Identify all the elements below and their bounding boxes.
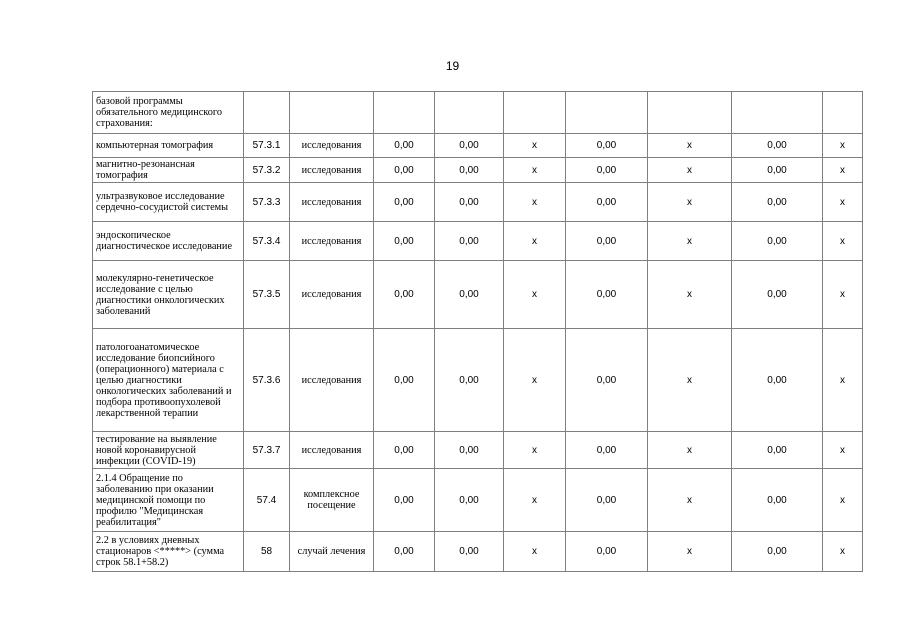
value-cell: 0,00: [374, 183, 435, 222]
value-cell: [648, 92, 732, 134]
row-name-cell: эндоскопическое диагностическое исследование: [93, 222, 244, 261]
value-cell: x: [648, 532, 732, 572]
value-cell: 0,00: [435, 432, 504, 469]
value-cell: x: [504, 183, 566, 222]
value-cell: x: [823, 432, 863, 469]
row-name-cell: магнитно-резонансная томография: [93, 158, 244, 183]
row-unit-cell: исследования: [290, 329, 374, 432]
value-cell: 0,00: [732, 134, 823, 158]
value-cell: 0,00: [732, 329, 823, 432]
value-cell: 0,00: [566, 183, 648, 222]
value-cell: x: [823, 134, 863, 158]
row-unit-cell: исследования: [290, 183, 374, 222]
value-cell: x: [648, 222, 732, 261]
table-row: [93, 532, 863, 572]
document-table: [92, 91, 863, 572]
row-name-cell: 2.2 в условиях дневных стационаров <*****> (сумма строк 58.1+58.2): [93, 532, 244, 572]
value-cell: 0,00: [374, 532, 435, 572]
row-name-cell: базовой программы обязательного медицинского страхования:: [93, 92, 244, 134]
value-cell: 0,00: [435, 329, 504, 432]
value-cell: 0,00: [566, 134, 648, 158]
row-name-cell: 2.1.4 Обращение по заболеванию при оказании медицинской помощи по профилю "Медицинская реабилитация": [93, 469, 244, 532]
table-row: [93, 158, 863, 183]
value-cell: x: [648, 158, 732, 183]
value-cell: [566, 92, 648, 134]
value-cell: 0,00: [732, 158, 823, 183]
value-cell: 0,00: [374, 222, 435, 261]
value-cell: 0,00: [374, 158, 435, 183]
value-cell: x: [504, 329, 566, 432]
value-cell: x: [504, 134, 566, 158]
value-cell: 0,00: [566, 329, 648, 432]
value-cell: 0,00: [435, 222, 504, 261]
row-unit-cell: исследования: [290, 261, 374, 329]
row-code-cell: 57.3.6: [244, 329, 290, 432]
value-cell: x: [648, 261, 732, 329]
value-cell: x: [504, 158, 566, 183]
value-cell: x: [648, 183, 732, 222]
value-cell: 0,00: [435, 158, 504, 183]
row-code-cell: 57.3.2: [244, 158, 290, 183]
value-cell: [504, 92, 566, 134]
row-unit-cell: комплексное посещение: [290, 469, 374, 532]
value-cell: 0,00: [732, 261, 823, 329]
value-cell: 0,00: [732, 222, 823, 261]
value-cell: x: [504, 222, 566, 261]
value-cell: 0,00: [566, 432, 648, 469]
value-cell: 0,00: [566, 532, 648, 572]
page-number: 19: [445, 59, 460, 73]
table-body: [93, 92, 863, 572]
value-cell: 0,00: [566, 158, 648, 183]
row-unit-cell: [290, 92, 374, 134]
value-cell: 0,00: [435, 469, 504, 532]
row-code-cell: 57.3.7: [244, 432, 290, 469]
value-cell: 0,00: [732, 432, 823, 469]
value-cell: x: [823, 532, 863, 572]
value-cell: x: [823, 222, 863, 261]
row-code-cell: 57.3.3: [244, 183, 290, 222]
table-row: [93, 469, 863, 532]
value-cell: x: [823, 158, 863, 183]
row-unit-cell: случай лечения: [290, 532, 374, 572]
value-cell: 0,00: [374, 469, 435, 532]
row-code-cell: 57.3.1: [244, 134, 290, 158]
table-row: [93, 183, 863, 222]
value-cell: 0,00: [374, 329, 435, 432]
value-cell: [823, 92, 863, 134]
row-name-cell: тестирование на выявление новой коронавирусной инфекции (COVID-19): [93, 432, 244, 469]
row-unit-cell: исследования: [290, 432, 374, 469]
table-row: [93, 432, 863, 469]
table-row: [93, 92, 863, 134]
value-cell: x: [823, 261, 863, 329]
value-cell: x: [823, 329, 863, 432]
value-cell: [435, 92, 504, 134]
value-cell: 0,00: [435, 134, 504, 158]
row-code-cell: 57.4: [244, 469, 290, 532]
value-cell: x: [648, 469, 732, 532]
value-cell: x: [648, 329, 732, 432]
row-code-cell: 57.3.4: [244, 222, 290, 261]
value-cell: 0,00: [566, 469, 648, 532]
value-cell: x: [823, 183, 863, 222]
value-cell: 0,00: [435, 261, 504, 329]
row-name-cell: патологоанатомическое исследование биопсийного (операционного) материала с целью диагностики онкологических заболеваний и подбора противоопухолевой лекарственной терапии: [93, 329, 244, 432]
value-cell: 0,00: [732, 469, 823, 532]
value-cell: x: [823, 469, 863, 532]
value-cell: 0,00: [732, 183, 823, 222]
table-row: [93, 134, 863, 158]
row-name-cell: компьютерная томография: [93, 134, 244, 158]
table-row: [93, 329, 863, 432]
value-cell: 0,00: [374, 134, 435, 158]
row-unit-cell: исследования: [290, 134, 374, 158]
row-name-cell: ультразвуковое исследование сердечно-сосудистой системы: [93, 183, 244, 222]
value-cell: 0,00: [732, 532, 823, 572]
row-code-cell: [244, 92, 290, 134]
row-unit-cell: исследования: [290, 222, 374, 261]
value-cell: 0,00: [435, 532, 504, 572]
value-cell: 0,00: [374, 432, 435, 469]
value-cell: 0,00: [374, 261, 435, 329]
value-cell: [732, 92, 823, 134]
row-name-cell: молекулярно-генетическое исследование с целью диагностики онкологических заболеваний: [93, 261, 244, 329]
value-cell: x: [648, 134, 732, 158]
table-row: [93, 222, 863, 261]
value-cell: [374, 92, 435, 134]
row-code-cell: 58: [244, 532, 290, 572]
table-row: [93, 261, 863, 329]
value-cell: 0,00: [566, 261, 648, 329]
value-cell: x: [504, 532, 566, 572]
value-cell: x: [504, 432, 566, 469]
value-cell: 0,00: [435, 183, 504, 222]
value-cell: x: [504, 469, 566, 532]
value-cell: x: [504, 261, 566, 329]
value-cell: x: [648, 432, 732, 469]
row-code-cell: 57.3.5: [244, 261, 290, 329]
value-cell: 0,00: [566, 222, 648, 261]
row-unit-cell: исследования: [290, 158, 374, 183]
